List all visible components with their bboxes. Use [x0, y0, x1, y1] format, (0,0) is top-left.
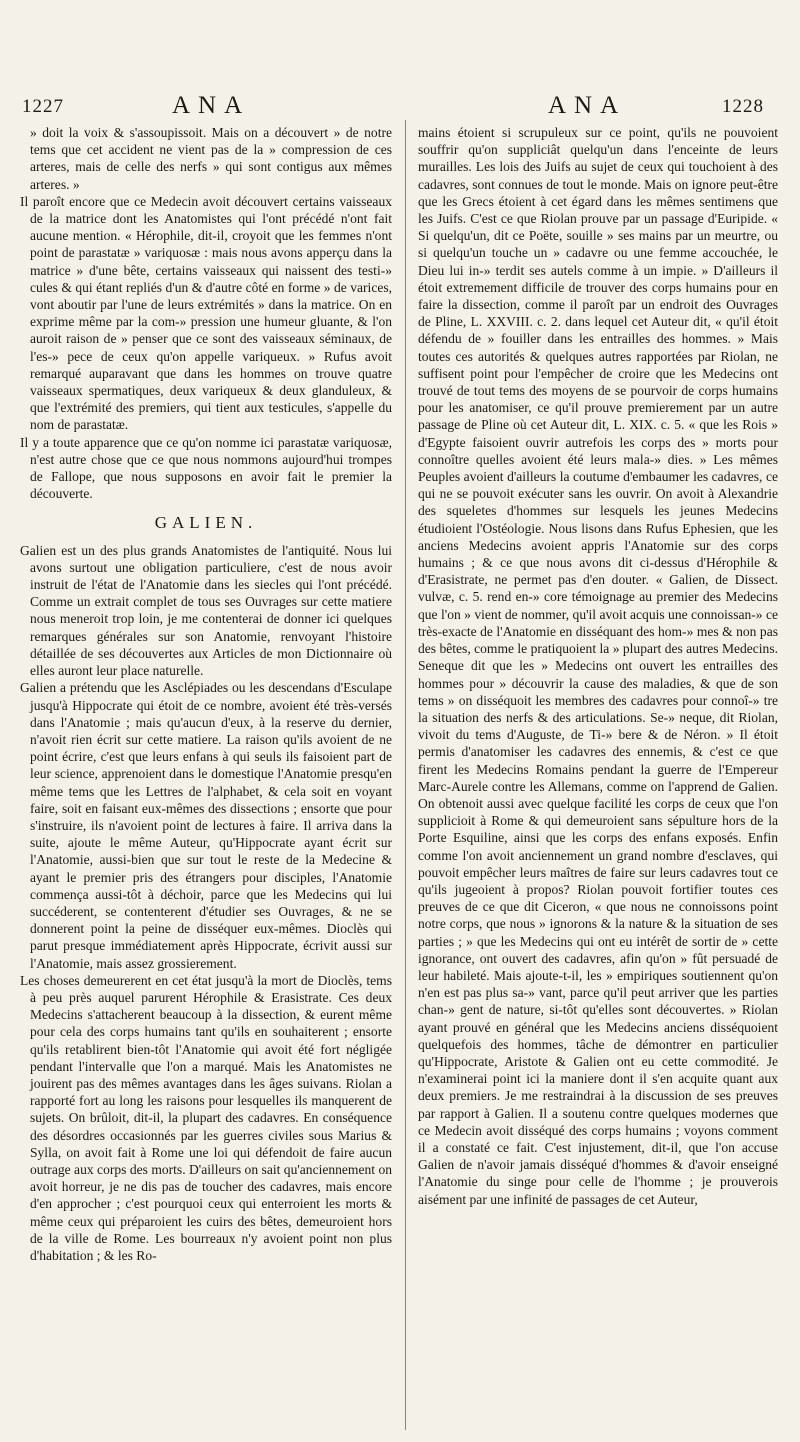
right-running-title: ANA [548, 92, 627, 119]
right-page-number: 1228 [722, 96, 764, 117]
section-title: GALIEN. [154, 513, 258, 533]
left-page-number: 1227 [22, 96, 64, 117]
right-column [418, 124, 778, 1208]
paragraph: Il y a toute apparence que ce qu'on nomme ici parastatæ variquosæ, n'est autre chose que ce que nous nommons aujourd'hui trompes de Fallope, que nous supposons en avoir fait le premier la découverte. [20, 434, 392, 502]
left-column [20, 124, 392, 1264]
paragraph: Les choses demeurerent en cet état jusqu'à la mort de Dioclès, tems à peu près auquel parurent Hérophile & Erasistrate. Ces deux Medecins s'attacherent beaucoup à la dissection, & eurent même pour cela des corps humains tant qu'ils en souhaiterent ; ensorte qu'ils retablirent bien-tôt l'Anatomie qui avoit été fort négligée pendant l'intervalle que l'on a marqué. Mais les Anatomistes ne jouirent pas des mêmes avantages dans les âges suivans. Riolan a rapporté fort au long les raisons pour lesquelles ils manquerent de sujets. On brûloit, dit-il, la plupart des cadavres. En conséquence des désordres occasionnés par les guerres civiles sous Marius & Sylla, on avoit fait à Rome une loi qui défendoit de faire aucun outrage aux corps des morts. D'ailleurs on sait qu'anciennement on avoit horreur, je ne dis pas de toucher des cadavres, mais encore d'en approcher ; c'est pourquoi ceux qui enterroient les morts & même ceux qui préparoient les cuirs des bêtes, demeuroient hors de la ville de Rome. Les bourreaux n'y avoient point non plus d'habitation ; & les Ro- [20, 972, 392, 1263]
paragraph: » doit la voix & s'assoupissoit. Mais on a découvert » de notre tems que cet accident ne vient pas de la » compression de ces arteres, mais de celle des nerfs » qui sont contigus aux mêmes arteres. » [30, 125, 392, 192]
paragraph: mains étoient si scrupuleux sur ce point, qu'ils ne pouvoient souffrir qu'on suppliciât quelqu'un dans l'enceinte de leurs murailles. Les lois des Juifs au sujet de ceux qui touchoient à des cadavres, sont connues de tout le monde. Mais on ignore peut-être que les Grecs étoient à cet égard dans les mêmes sentimens que les Juifs. C'est ce que Riolan prouve par un passage d'Euripide. « Si quelqu'un, dit ce Poëte, souille » ses mains par un meurtre, ou si quelqu'un touche un » cadavre ou une femme accouchée, le Dieu lui in-» terdit ses autels comme à un impie. » D'ailleurs il étoit extremement difficile de trouver des corps humains pour en faire la dissection, comme il paroît par un endroit des Ouvrages de Pline, L. XXVIII. c. 2. dans lequel cet Auteur dit, « qu'il étoit défendu de » fouiller dans les entrailles des hommes. » Mais toutes ces autorités & quelques autres rapportées par Riolan, ne suffisent point pour l'empêcher de croire que les Medecins ont trouvé de tout tems des moyens de se pourvoir de corps humains pour les anatomiser, ce qu'il prouve premierement par un autre passage de Pline où cet Auteur dit, L. XIX. c. 5. « que les Rois » d'Egypte faisoient ouvrir autrefois les corps des » morts pour connoître quelles avoient été leurs mala-» dies. » Les mêmes Peuples avoient d'ailleurs la coutume d'embaumer les cadavres, ce qui ne se pouvoit exécuter sans les ouvrir. On avoit à Alexandrie des squeletes d'hommes sur lesquels les jeunes Medecins étudioient l'Ostéologie. Nous lisons dans Rufus Ephesien, que les anciens Medecins avoient appris l'Anatomie sur des corps humains ; & ce que nous avons dit ci-dessus d'Hérophile & d'Erasistrate, ne permet pas d'en douter. « Galien, de Dissect. vulvæ, c. 5. rend en-» core témoignage au premier des Medecins que l'on » vient de nommer, qu'il avoit acquis une connoissan-» ce très-exacte de l'Anatomie en disséquant des hom-» mes & non pas des bêtes, comme le pratiquoient la » plupart des autres Medecins. Seneque dit que les » Medecins ont ouvert les entrailles des hommes pour » découvrir la cause des maladies, & que de son tems » on disséquoit les membres des cadavres pour connoî-» tre la situation des nerfs & des articulations. Se-» neque, dit Riolan, vivoit du tems d'Auguste, de Ti-» bere & de Néron. » Il étoit permis d'anatomiser les cadavres des ennemis, & c'est ce que firent les Medecins Romains pendant la guerre de l'Empereur Marc-Aurele contre les Allemans, comme on l'apprend de Galien. On obtenoit aussi avec quelque facilité les corps de ceux que l'on supplicioit à Rome & qui demeuroient sans sépulture hors de la Porte Esquiline, ainsi que les corps des enfans exposés. Enfin comme l'on avoit anciennement un grand nombre d'esclaves, qui pouvoit empêcher leurs maîtres de faire sur leurs cadavres tout ce qu'ils jugeoient à propos? Riolan pouvoit fortifier toutes ces preuves de ce que dit Ciceron, « que nous ne connoissons point notre corps, que nous » ignorons & la nature & la situation de ses parties ; » que les Medecins qui ont eu intérêt de sortir de » cette ignorance, ont ouvert des cadavres, afin qu'on » fût persuadé de leur habileté. Mais ajoute-t-il, les » empiriques soutiennent qu'on n'en est pas plus sa-» vant, parce qu'il peut arriver que les parties chan-» gent de nature, si-tôt qu'elles sont découvertes. » Riolan ayant prouvé en général que les Medecins anciens disséquoient quelquefois des hommes, tâche de démontrer en particulier qu'Hippocrate, Aristote & Galien ont eu cette commodité. Je n'examinerai point ici la maniere dont il s'en acquite quant aux deux premiers. Je me restraindrai à la discussion de ses preuves par rapport à Galien. Il a soutenu contre quelques modernes que ce Medecin avoit disséqué des corps humains ; voyons comment il a constaté ce fait. C'est injustement, dit-il, que l'on accuse Galien de n'avoir jamais disséqué d'hommes & d'avoir enseigné l'Anatomie du singe pour celle de l'homme ; je prouverois aisément par une infinité de passages de cet Auteur, [418, 125, 778, 1207]
paragraph: Galien a prétendu que les Asclépiades ou les descendans d'Esculape jusqu'à Hippocrate qui étoit de ce nombre, avoient été très-versés dans l'Anatomie ; mais qu'aucun d'eux, à la reserve du dernier, n'avoit rien écrit sur cette matiere. La raison qu'ils avoient de ne point écrire, c'est que leurs enfans à qui seuls ils faisoient part de leur science, apprenoient dans le domestique l'Anatomie presqu'en même tems que les Lettres de l'alphabet, & cela soit en voyant faire, soit en faisant eux-mêmes des dissections ; ensorte que pour s'instruire, ils n'avoient point de lectures à faire. Il arriva dans la suite, ajoute le même Auteur, qu'Hippocrate ayant écrit sur l'Anatomie, aussi-bien que sur tout le reste de la Medecine & ayant le premier pris des étrangers pour disciples, l'Anatomie commença aussi-tôt à déchoir, parce que les Medecins qui lui succéderent, se contenterent d'étudier ses Ouvrages, & ne se donnerent point la peine de disséquer eux-mêmes. Dioclès qui parut presque immédiatement après Hippocrate, écrivit aussi sur l'Anatomie, mais assez grossierement. [20, 680, 392, 971]
column-divider [405, 120, 406, 1430]
paragraph: Galien est un des plus grands Anatomistes de l'antiquité. Nous lui avons surtout une obligation particuliere, c'est de nous avoir instruit de l'état de l'Anatomie dans les siecles qui l'ont précédé. Comme un extrait complet de tous ses Ouvrages sur cette matiere nous meneroit trop loin, je me contenterai de donner ici quelques remarques générales sur son Anatomie, renvoyant l'histoire détaillée de ses découvertes aux Articles de mon Dictionnaire où elles auront leur place naturelle. [20, 542, 392, 679]
left-running-title: ANA [172, 92, 251, 119]
paragraph: Il paroît encore que ce Medecin avoit découvert certains vaisseaux de la matrice dont les Anatomistes qui l'ont précédé n'ont fait aucune mention. « Hérophile, dit-il, croyoit que les femmes n'ont point de parastatæ » variquosæ : mais nous avons apperçu dans la matrice » d'une bête, certains vaisseaux qui naissent des testi-» cules & qui étant repliés d'un & d'autre côté en forme » de varices, vont aboutir par l'une de leurs extrémités » dans la matrice. On en exprime même par la com-» pression une humeur gluante, & l'on auroit raison de » penser que ce sont des vaisseaux séminaux, de l'es-» pece de ceux qu'on appelle variqueux. » Rufus avoit remarqué auparavant que dans les hommes on trouve quatre vaisseaux spermatiques, deux variqueux & deux glanduleux, & que l'extrémité des premiers, qui tient aux testicules, s'appelle du nom de parastatæ. [20, 193, 392, 433]
